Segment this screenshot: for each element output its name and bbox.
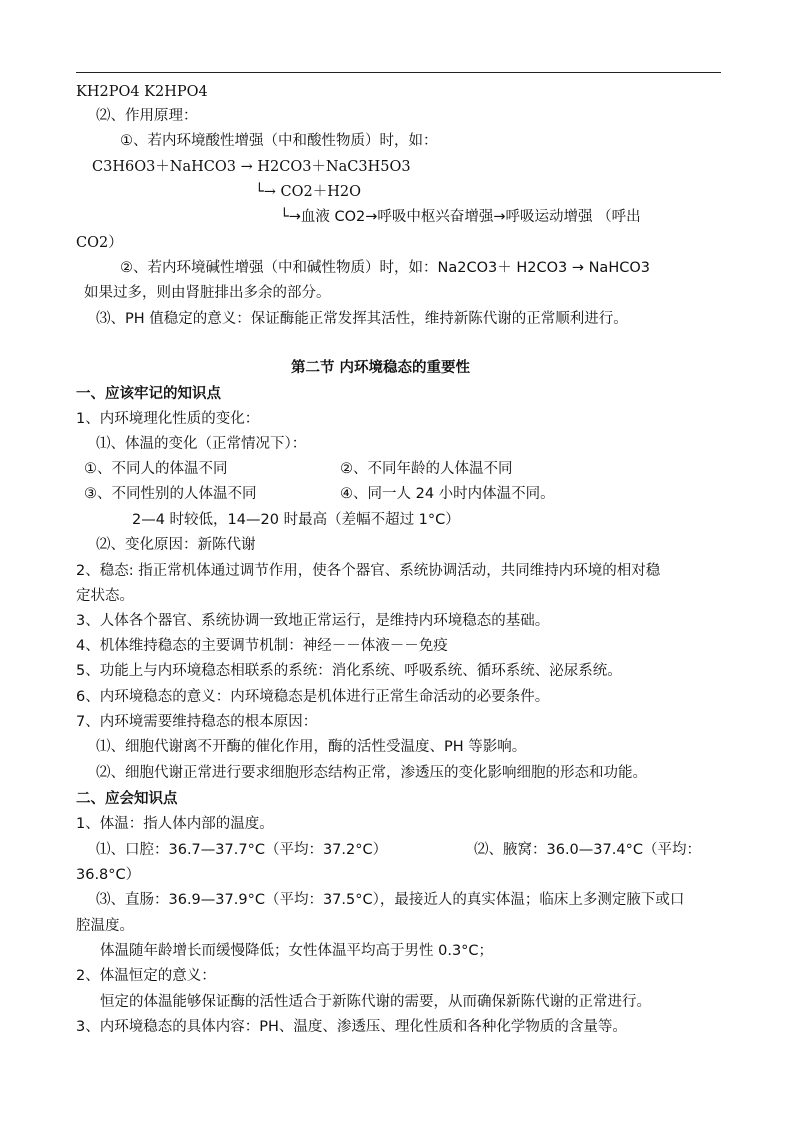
list-item: 7、内环境需要维持稳态的根本原因： bbox=[76, 714, 318, 730]
acid-case-line: ①、若内环境酸性增强（中和酸性物质）时，如： bbox=[120, 133, 438, 149]
kidney-excretion-line: 如果过多，则由肾脏排出多余的部分。 bbox=[84, 285, 331, 301]
mechanism-heading: ⑵、作用原理： bbox=[96, 108, 198, 124]
list-item: 2、体温恒定的意义： bbox=[76, 968, 216, 984]
list-item: 1、内环境理化性质的变化： bbox=[76, 411, 260, 427]
list-item: ⑵、腋窝：36.0—37.4°C（平均： bbox=[474, 842, 701, 858]
list-item: 定状态。 bbox=[76, 588, 134, 604]
list-item: 5、功能上与内环境稳态相联系的系统：消化系统、呼吸系统、循环系统、泌尿系统。 bbox=[76, 663, 622, 679]
list-item: 6、内环境稳态的意义：内环境稳态是机体进行正常生命活动的必要条件。 bbox=[76, 689, 550, 705]
list-item: ⑶、直肠：36.9—37.9°C（平均：37.5°C），最接近人的真实体温；临床上多测定腋下或口 bbox=[96, 892, 685, 908]
list-item: ⑵、细胞代谢正常进行要求细胞形态结构正常，渗透压的变化影响细胞的形态和功能。 bbox=[96, 765, 647, 781]
acid-reaction-equation: C3H6O3＋NaHCO3 → H2CO3＋NaC3H5O3 bbox=[92, 159, 411, 175]
list-item: ③、不同性别的人体温不同 bbox=[84, 486, 257, 502]
buffer-pair-line: KH2PO4 K2HPO4 bbox=[76, 84, 208, 100]
list-item: 2、稳态: 指正常机体通过调节作用，使各个器官、系统协调活动，共同维持内环境的相对稳 bbox=[76, 563, 661, 579]
acid-reaction-products: └→ CO2＋H2O bbox=[255, 184, 361, 200]
base-case-line: ②、若内环境碱性增强（中和碱性物质）时，如：Na2CO3＋ H2CO3 → NaHCO3 bbox=[120, 260, 650, 276]
list-item: ①、不同人的体温不同 bbox=[84, 461, 228, 477]
section-title: 第二节 内环境稳态的重要性 bbox=[291, 360, 471, 376]
list-item: 体温随年龄增长而缓慢降低；女性体温平均高于男性 0.3°C； bbox=[100, 943, 494, 959]
co2-pathway-line: └→血液 CO2→呼吸中枢兴奋增强→呼吸运动增强 （呼出 bbox=[280, 209, 641, 225]
list-item: 4、机体维持稳态的主要调节机制：神经－－体液－－免疫 bbox=[76, 638, 448, 654]
list-item: ②、不同年龄的人体温不同 bbox=[340, 461, 513, 477]
list-item: ④、同一人 24 小时内体温不同。 bbox=[340, 486, 555, 502]
list-item: ⑴、体温的变化（正常情况下）： bbox=[96, 436, 307, 452]
list-item: 3、人体各个器官、系统协调一致地正常运行，是维持内环境稳态的基础。 bbox=[76, 613, 550, 629]
list-item: 恒定的体温能够保证酶的活性适合于新陈代谢的需要，从而确保新陈代谢的正常进行。 bbox=[100, 994, 651, 1010]
co2-continuation: CO2） bbox=[76, 235, 123, 251]
list-item: ⑵、变化原因：新陈代谢 bbox=[96, 537, 256, 553]
header-rule bbox=[76, 72, 721, 73]
list-item: 腔温度。 bbox=[76, 918, 134, 934]
list-item: 3、内环境稳态的具体内容：PH、温度、渗透压、理化性质和各种化学物质的含量等。 bbox=[76, 1019, 627, 1035]
list-item: 1、体温：指人体内部的温度。 bbox=[76, 816, 274, 832]
heading-should-know: 二、应会知识点 bbox=[76, 791, 178, 807]
list-item: ⑴、口腔：36.7—37.7°C（平均：37.2°C） bbox=[96, 842, 388, 858]
heading-must-remember: 一、应该牢记的知识点 bbox=[76, 386, 221, 402]
list-item: 2—4 时较低，14—20 时最高（差幅不超过 1°C） bbox=[132, 512, 460, 528]
list-item: ⑴、细胞代谢离不开酶的催化作用，酶的活性受温度、PH 等影响。 bbox=[96, 739, 527, 755]
list-item: 36.8°C） bbox=[76, 867, 141, 883]
ph-significance-line: ⑶、PH 值稳定的意义：保证酶能正常发挥其活性，维持新陈代谢的正常顺利进行。 bbox=[96, 311, 628, 327]
